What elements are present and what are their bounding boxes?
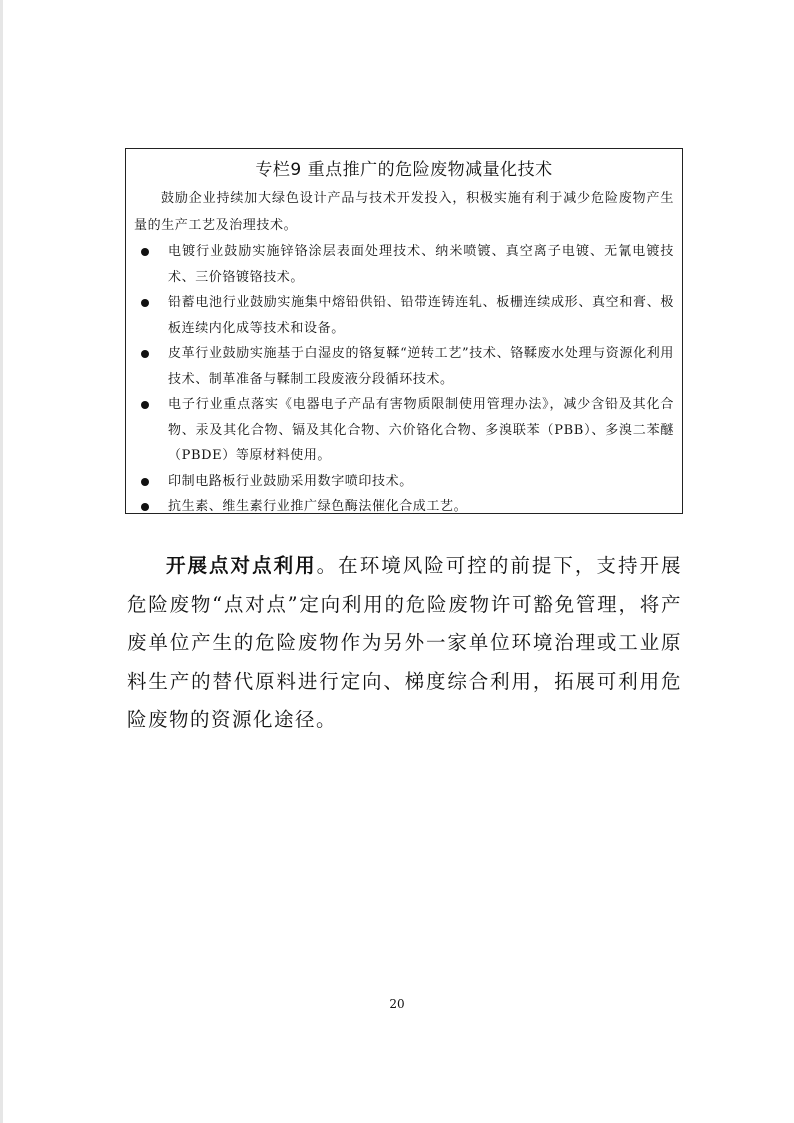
page-number: 20 xyxy=(389,997,405,1011)
list-item xyxy=(134,341,674,392)
list-item xyxy=(134,494,674,520)
list-item xyxy=(134,469,674,495)
column-box xyxy=(125,148,683,514)
list-item xyxy=(134,290,674,341)
scan-edge xyxy=(0,0,3,1123)
column-title: 专栏9 重点推广的危险废物减量化技术 xyxy=(255,160,553,180)
column-intro: 鼓励企业持续加大绿色设计产品与技术开发投入，积极实施有利于减少危险废物产生量的生产工艺及治理技术。 xyxy=(134,191,674,233)
paragraph-lead: 开展点对点利用 xyxy=(166,554,317,577)
list-item-text: 抗生素、维生素行业推广绿色酶法催化合成工艺。 xyxy=(168,499,468,514)
bullet-icon xyxy=(141,248,149,256)
technology-list xyxy=(134,239,674,520)
bullet-icon xyxy=(141,350,149,358)
list-item-text: 电镀行业鼓励实施锌铬涂层表面处理技术、纳米喷镀、真空离子电镀、无氰电镀技术、三价铬镀铬技术。 xyxy=(168,244,674,285)
list-item xyxy=(134,239,674,290)
bullet-icon xyxy=(141,503,149,511)
bullet-icon xyxy=(141,401,149,409)
list-item-text: 印制电路板行业鼓励采用数字喷印技术。 xyxy=(168,473,413,489)
list-item xyxy=(134,392,674,469)
paragraph-text: 。在环境风险可控的前提下，支持开展危险废物“点对点”定向利用的危险废物许可豁免管理，将产废单位产生的危险废物作为另外一家单位环境治理或工业原料生产的替代原料进行定向、梯度综合利用，拓展可利用危险废物的资源化途径。 xyxy=(127,554,682,731)
bullet-icon xyxy=(141,478,149,486)
list-item-text: 皮革行业鼓励实施基于白湿皮的铬复鞣“逆转工艺”技术、铬鞣废水处理与资源化利用技术、制革准备与鞣制工段废液分段循环技术。 xyxy=(168,346,674,387)
bullet-icon xyxy=(141,299,149,307)
list-item-text: 电子行业重点落实《电器电子产品有害物质限制使用管理办法》，减少含铅及其化合物、汞及其化合物、镉及其化合物、六价铬化合物、多溴联苯（PBB）、多溴二苯醚（PBDE）等原材料使用。 xyxy=(168,397,674,463)
list-item-text: 铅蓄电池行业鼓励实施集中熔铅供铅、铅带连铸连轧、板栅连续成形、真空和膏、极板连续内化成等技术和设备。 xyxy=(168,295,674,336)
body-paragraph xyxy=(127,547,682,740)
